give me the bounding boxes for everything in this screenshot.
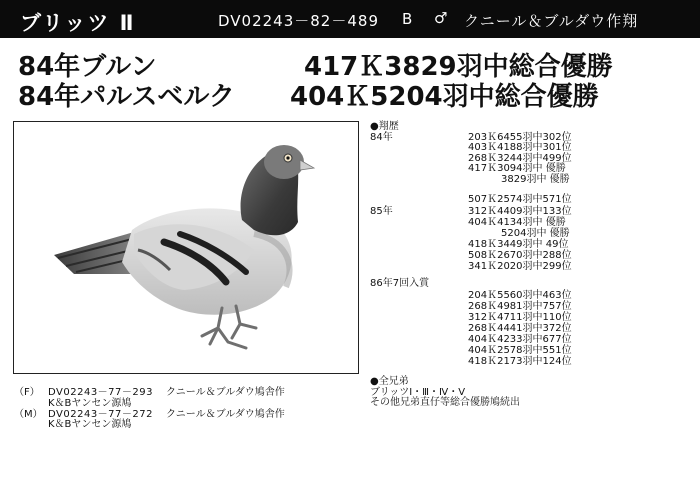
record-item: 403Ｋ4188羽中301位: [468, 142, 572, 154]
siblings-heading: ●全兄弟: [370, 376, 409, 387]
color-code: B: [402, 10, 413, 28]
record-item: 204Ｋ5560羽中463位: [468, 290, 572, 301]
breeder-name: クニール＆ブルダウ作翔: [464, 12, 639, 30]
header-bar: [0, 0, 700, 38]
record-item: 507Ｋ2574羽中571位: [468, 194, 572, 205]
record-year-label: 86年7回入賞: [370, 278, 430, 289]
mother-line: K＆Bヤンセン源鳩: [48, 419, 132, 431]
headline-1-race: 84年ブルン: [18, 52, 157, 82]
record-item: 5204羽中 優勝: [501, 228, 570, 239]
record-item: 3829羽中 優勝: [501, 174, 570, 185]
headline-1: [18, 52, 613, 82]
record-item: 417Ｋ3094羽中 優勝: [468, 163, 566, 175]
mother-ring: DV02243－77－272: [48, 408, 153, 420]
father-ring: DV02243－77－293: [48, 387, 153, 398]
record-item: 203Ｋ6455羽中302位: [468, 131, 572, 143]
record-item: 418Ｋ3449羽中 49位: [468, 239, 569, 250]
record-item: 404Ｋ4134羽中 優勝: [468, 217, 566, 228]
siblings-names: ブリッツⅠ・Ⅲ・Ⅳ・Ⅴ: [370, 386, 466, 398]
headline-2-result: 404Ｋ5204羽中総合優勝: [290, 82, 599, 112]
father-tag: （F）: [14, 387, 40, 398]
record-item: 418Ｋ2173羽中124位: [468, 356, 572, 367]
headline-2-race: 84年パルスベルク: [18, 82, 235, 112]
mother-loft: クニール＆ブルダウ鳩舎作: [166, 408, 285, 420]
record-item: 268Ｋ3244羽中499位: [468, 152, 572, 164]
record-item: 404Ｋ2578羽中551位: [468, 345, 572, 356]
pigeon-illustration: [14, 122, 359, 374]
male-symbol-icon: ♂: [434, 9, 448, 27]
headline-1-result: 417Ｋ3829羽中総合優勝: [304, 52, 613, 82]
mother-tag: （M）: [14, 408, 43, 420]
father-loft: クニール＆ブルダウ鳩舎作: [166, 387, 285, 398]
record-item: 404Ｋ4233羽中677位: [468, 334, 572, 345]
record-heading: ●翔歴: [370, 121, 399, 132]
record-item: 268Ｋ4981羽中757位: [468, 301, 572, 312]
record-year-label: 85年: [370, 206, 393, 217]
ring-number: DV02243－82－489: [218, 12, 379, 30]
father-line: K＆Bヤンセン源鳩: [48, 397, 132, 409]
record-item: 508Ｋ2670羽中288位: [468, 250, 572, 261]
record-item: 312Ｋ4711羽中110位: [468, 312, 572, 323]
pigeon-photo: [13, 121, 359, 374]
siblings-section: [370, 377, 520, 409]
siblings-note: その他兄弟直仔等総合優勝鳩続出: [370, 397, 520, 409]
record-item: 341Ｋ2020羽中299位: [468, 261, 572, 272]
headline-2: [18, 82, 599, 112]
record-item: 268Ｋ4441羽中372位: [468, 323, 572, 334]
record-year-label: 84年: [370, 131, 393, 143]
record-item: 312Ｋ4409羽中133位: [468, 206, 572, 217]
pigeon-name: ブリッツ Ⅱ: [20, 11, 136, 35]
